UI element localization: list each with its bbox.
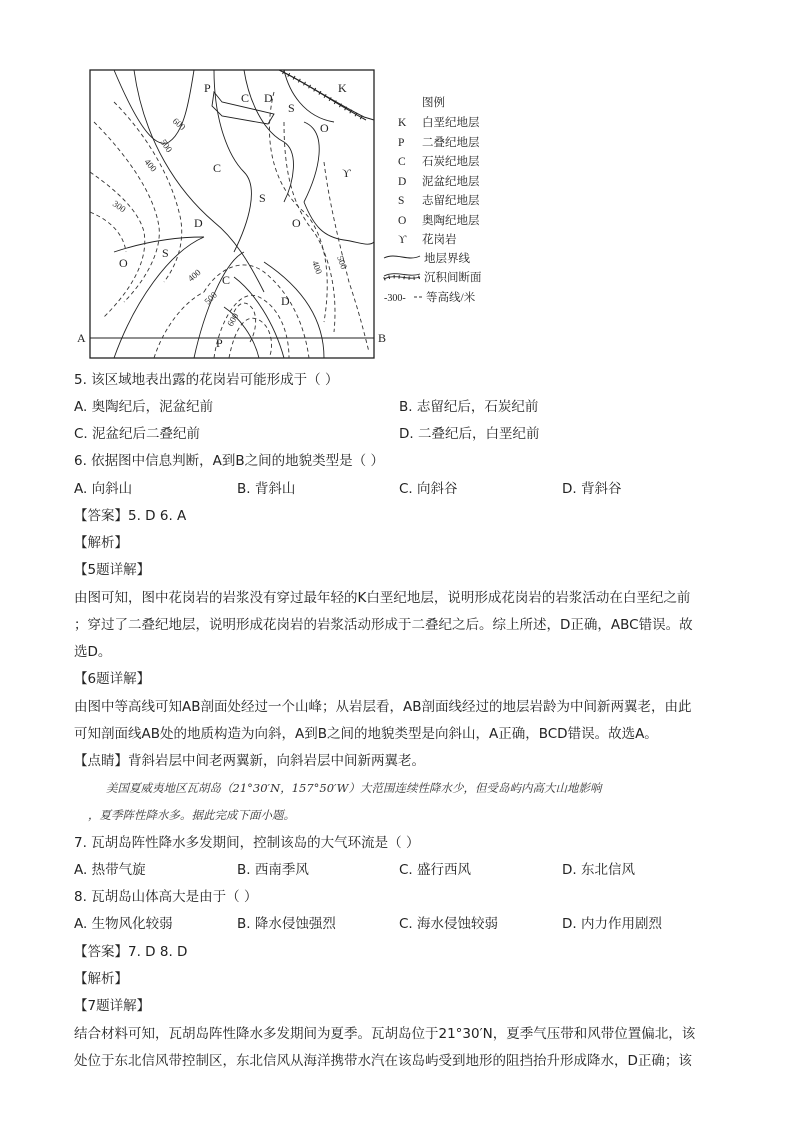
stratum-label: C bbox=[222, 273, 231, 287]
analysis-heading-2: 【解析】 bbox=[74, 971, 128, 987]
legend-code: K bbox=[398, 117, 407, 129]
legend-label: 志留纪地层 bbox=[422, 195, 480, 207]
contour-value: 400 bbox=[310, 259, 325, 276]
legend-unconformity-symbol bbox=[384, 274, 420, 279]
endpoint-a: A bbox=[77, 331, 86, 345]
detail-5-line-2: ；穿过了二叠纪地层，说明形成花岗岩的岩浆活动形成于二叠纪之后。综上所述，D正确，ABC错误。故 bbox=[74, 617, 693, 633]
endpoint-b: B bbox=[378, 331, 387, 345]
legend-label: 等高线/米 bbox=[426, 292, 476, 304]
option-6c: C. 向斜谷 bbox=[399, 481, 458, 497]
option-8a: A. 生物风化较弱 bbox=[74, 916, 173, 932]
stratum-label: O bbox=[320, 121, 329, 135]
stratum-label: S bbox=[259, 191, 266, 205]
material-line-1: 美国夏威夷地区瓦胡岛（21°30′N，157°50′W）大范围连续性降水少，但受岛屿内高大山地影响 bbox=[106, 781, 602, 795]
legend-boundary-symbol bbox=[384, 256, 420, 258]
stratum-label: D bbox=[264, 91, 273, 105]
option-7c: C. 盛行西风 bbox=[399, 862, 472, 878]
option-8b: B. 降水侵蚀强烈 bbox=[237, 916, 336, 932]
stratum-boundaries bbox=[114, 70, 374, 358]
stratum-label: S bbox=[162, 246, 169, 260]
legend-code: S bbox=[398, 195, 405, 207]
stratum-label: C bbox=[241, 91, 250, 105]
detail-7-line-1: 结合材料可知，瓦胡岛阵性降水多发期间为夏季。瓦胡岛位于21°30′N，夏季气压带和风带位置偏北，该 bbox=[74, 1026, 696, 1042]
option-5a: A. 奥陶纪后，泥盆纪前 bbox=[74, 399, 214, 415]
option-7a: A. 热带气旋 bbox=[74, 862, 146, 878]
detail-5-heading: 【5题详解】 bbox=[74, 562, 151, 578]
legend-label: 石炭纪地层 bbox=[422, 156, 480, 168]
legend-code: ϒ bbox=[398, 234, 407, 246]
answer-5-6: 【答案】5. D 6. A bbox=[74, 508, 187, 524]
legend-label: 泥盆纪地层 bbox=[422, 176, 480, 188]
legend-label: 地层界线 bbox=[424, 253, 470, 265]
detail-6-line-2: 可知剖面线AB处的地质构造为向斜，A到B之间的地貌类型是向斜山，A正确，BCD错误。故选A。 bbox=[74, 726, 658, 742]
stratum-label: D bbox=[194, 216, 203, 230]
legend-code: O bbox=[398, 215, 407, 227]
map-legend bbox=[384, 95, 482, 304]
detail-7-heading: 【7题详解】 bbox=[74, 998, 151, 1014]
option-7d: D. 东北信风 bbox=[562, 862, 635, 878]
option-6a: A. 向斜山 bbox=[74, 481, 133, 497]
stratum-label: S bbox=[288, 101, 295, 115]
stratum-label: O bbox=[292, 216, 301, 230]
legend-label: 二叠纪地层 bbox=[422, 137, 480, 149]
option-5d: D. 二叠纪后，白垩纪前 bbox=[399, 426, 540, 442]
stratum-label: C bbox=[213, 161, 222, 175]
legend-label: 白垩纪地层 bbox=[422, 117, 480, 129]
question-6: 6. 依据图中信息判断，A到B之间的地貌类型是（ ） bbox=[74, 453, 384, 469]
legend-label: 奥陶纪地层 bbox=[422, 215, 480, 227]
legend-label: 沉积间断面 bbox=[424, 272, 482, 284]
stratum-label: K bbox=[338, 81, 347, 95]
contour-value: 400 bbox=[185, 267, 203, 284]
option-6b: B. 背斜山 bbox=[237, 481, 296, 497]
option-7b: B. 西南季风 bbox=[237, 862, 309, 878]
legend-code: C bbox=[398, 156, 406, 168]
contour-value: 500 bbox=[158, 137, 175, 155]
option-8d: D. 内力作用剧烈 bbox=[562, 916, 662, 932]
legend-code: D bbox=[398, 176, 407, 188]
tip-note: 【点睛】背斜岩层中间老两翼新，向斜岩层中间新两翼老。 bbox=[74, 753, 425, 769]
question-7: 7. 瓦胡岛阵性降水多发期间，控制该岛的大气环流是（ ） bbox=[74, 835, 420, 851]
contour-value: 600 bbox=[170, 115, 188, 133]
legend-contour-sample: -300- bbox=[384, 293, 406, 304]
stratum-label: ϒ bbox=[342, 166, 351, 180]
legend-label: 花岗岩 bbox=[422, 234, 457, 246]
geologic-map-figure bbox=[74, 62, 494, 362]
contour-value: 500 bbox=[335, 254, 350, 271]
stratum-label: D bbox=[281, 294, 290, 308]
detail-6-heading: 【6题详解】 bbox=[74, 671, 151, 687]
analysis-heading: 【解析】 bbox=[74, 535, 128, 551]
contour-value: 500 bbox=[202, 289, 219, 307]
stratum-label: P bbox=[216, 336, 223, 350]
material-line-2: ，夏季阵性降水多。据此完成下面小题。 bbox=[88, 808, 295, 822]
contour-value: 600 bbox=[225, 311, 241, 328]
stratum-label: P bbox=[204, 81, 211, 95]
contour-value: 300 bbox=[110, 198, 128, 215]
detail-5-line-1: 由图可知，图中花岗岩的岩浆没有穿过最年轻的K白垩纪地层，说明形成花岗岩的岩浆活动在白垩纪之前 bbox=[74, 590, 691, 606]
detail-5-line-3: 选D。 bbox=[74, 644, 112, 660]
option-5b: B. 志留纪后，石炭纪前 bbox=[399, 399, 539, 415]
legend-title: 图例 bbox=[422, 97, 445, 109]
detail-6-line-1: 由图中等高线可知AB剖面处经过一个山峰；从岩层看，AB剖面线经过的地层岩龄为中间新两翼老，由此 bbox=[74, 699, 692, 715]
option-6d: D. 背斜谷 bbox=[562, 481, 622, 497]
stratum-label: O bbox=[119, 256, 128, 270]
question-8: 8. 瓦胡岛山体高大是由于（ ） bbox=[74, 889, 258, 905]
option-5c: C. 泥盆纪后二叠纪前 bbox=[74, 426, 201, 442]
detail-7-line-2: 处位于东北信风带控制区，东北信风从海洋携带水汽在该岛屿受到地形的阻挡抬升形成降水，D正确；该 bbox=[74, 1053, 692, 1069]
contour-value: 400 bbox=[142, 156, 159, 174]
answer-7-8: 【答案】7. D 8. D bbox=[74, 944, 188, 960]
option-8c: C. 海水侵蚀较弱 bbox=[399, 916, 499, 932]
question-5: 5. 该区域地表出露的花岗岩可能形成于（ ） bbox=[74, 372, 339, 388]
legend-code: P bbox=[398, 137, 405, 149]
